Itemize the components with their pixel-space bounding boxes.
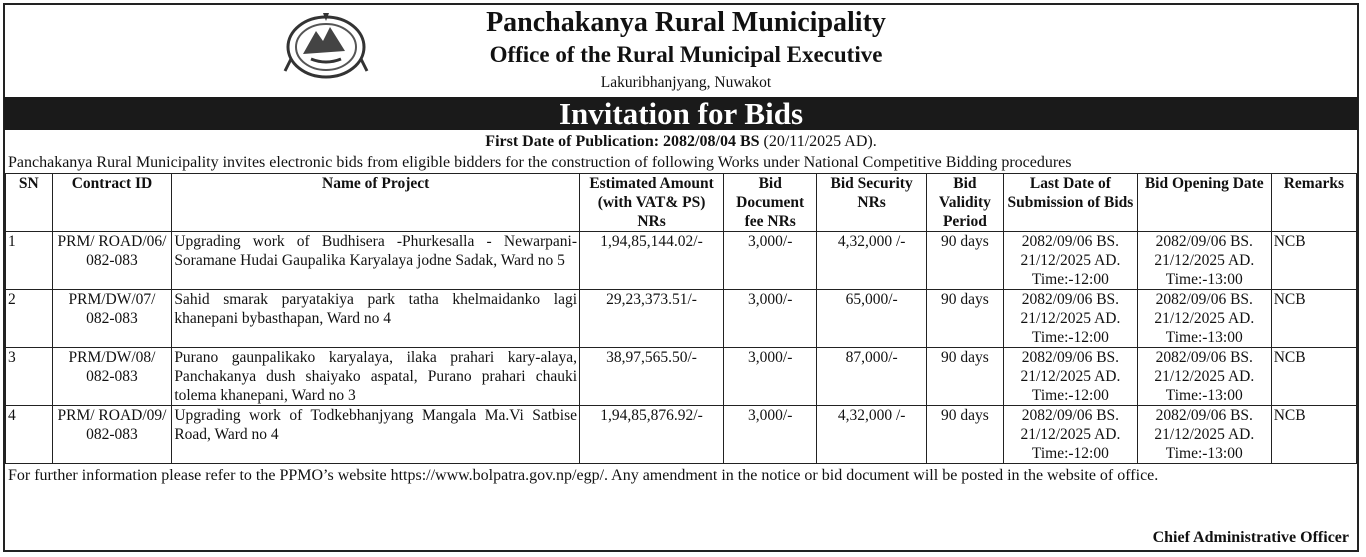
cell-contract-id: PRM/ ROAD/06/ 082-083 (52, 232, 172, 290)
cell-contract-id: PRM/ ROAD/09/ 082-083 (52, 406, 172, 464)
cell-amount: 29,23,373.51/- (580, 290, 724, 348)
col-header-amount: Estimated Amount (with VAT& PS) NRs (580, 174, 724, 232)
cell-security: 4,32,000 /- (817, 406, 927, 464)
cell-validity: 90 days (926, 232, 1003, 290)
table-row (6, 290, 1357, 348)
cell-contract-id: PRM/DW/08/ 082-083 (52, 348, 172, 406)
col-header-submission: Last Date of Submission of Bids (1003, 174, 1137, 232)
col-header-fee: Bid Document fee NRs (724, 174, 817, 232)
municipality-title: Panchakanya Rural Municipality (486, 7, 886, 38)
table-row (6, 406, 1357, 464)
col-header-contract-id: Contract ID (52, 174, 172, 232)
cell-remarks: NCB (1271, 290, 1356, 348)
cell-remarks: NCB (1271, 232, 1356, 290)
office-subtitle: Office of the Rural Municipal Executive (489, 42, 883, 67)
cell-security: 65,000/- (817, 290, 927, 348)
publication-ad: (20/11/2025 AD). (759, 133, 877, 150)
cell-amount: 1,94,85,876.92/- (580, 406, 724, 464)
office-address: Lakuribhanjyang, Nuwakot (600, 74, 772, 91)
col-header-project: Name of Project (172, 174, 580, 232)
cell-contract-id: PRM/DW/07/ 082-083 (52, 290, 172, 348)
table-row (6, 232, 1357, 290)
notice-header (5, 5, 1357, 97)
cell-validity: 90 days (926, 348, 1003, 406)
cell-amount: 38,97,565.50/- (580, 348, 724, 406)
cell-validity: 90 days (926, 290, 1003, 348)
publication-date (5, 133, 1357, 151)
col-header-security: Bid Security NRs (817, 174, 927, 232)
col-header-validity: Bid Validity Period (926, 174, 1003, 232)
publication-label: First Date of Publication: 2082/08/04 BS (485, 133, 760, 150)
cell-security: 87,000/- (817, 348, 927, 406)
cell-opening: 2082/09/06 BS. 21/12/2025 AD. Time:-13:00 (1137, 348, 1271, 406)
signature: Chief Administrative Officer (1152, 529, 1349, 546)
cell-project: Upgrading work of Todkebhanjyang Mangala Ma.Vi Satbise Road, Ward no 4 (172, 406, 580, 464)
cell-remarks: NCB (1271, 348, 1356, 406)
cell-security: 4,32,000 /- (817, 232, 927, 290)
cell-fee: 3,000/- (724, 348, 817, 406)
col-header-sn: SN (6, 174, 53, 232)
cell-fee: 3,000/- (724, 290, 817, 348)
cell-validity: 90 days (926, 406, 1003, 464)
cell-opening: 2082/09/06 BS. 21/12/2025 AD. Time:-13:00 (1137, 290, 1271, 348)
cell-amount: 1,94,85,144.02/- (580, 232, 724, 290)
cell-remarks: NCB (1271, 406, 1356, 464)
cell-project: Sahid smarak paryatakiya park tatha khelmaidanko lagi khanepani bybasthapan, Ward no 4 (172, 290, 580, 348)
cell-opening: 2082/09/06 BS. 21/12/2025 AD. Time:-13:00 (1137, 232, 1271, 290)
intro-text: Panchakanya Rural Municipality invites electronic bids from eligible bidders for the construction of following Works under National Competitive Bidding procedures (8, 154, 1072, 171)
cell-submission: 2082/09/06 BS. 21/12/2025 AD. Time:-12:00 (1003, 348, 1137, 406)
cell-fee: 3,000/- (724, 232, 817, 290)
cell-opening: 2082/09/06 BS. 21/12/2025 AD. Time:-13:00 (1137, 406, 1271, 464)
notice-frame (3, 3, 1359, 552)
col-header-opening: Bid Opening Date (1137, 174, 1271, 232)
cell-sn: 4 (6, 406, 53, 464)
footer-note: For further information please refer to the PPMO’s website https://www.bolpatra.gov.np/egp/. Any amendment in the notice or bid document will be posted in the website of office. (8, 467, 1159, 484)
cell-project: Purano gaunpalikako karyalaya, ilaka prahari kary-alaya, Panchakanya dush shaiyako aspatal, Purano prahari chauki tolema khanepani, Ward no 3 (172, 348, 580, 406)
cell-submission: 2082/09/06 BS. 21/12/2025 AD. Time:-12:00 (1003, 406, 1137, 464)
cell-sn: 3 (6, 348, 53, 406)
col-header-remarks: Remarks (1271, 174, 1356, 232)
cell-submission: 2082/09/06 BS. 21/12/2025 AD. Time:-12:00 (1003, 290, 1137, 348)
cell-sn: 2 (6, 290, 53, 348)
cell-project: Upgrading work of Budhisera -Phurkesalla - Newarpani-Soramane Hudai Gaupalika Karyalaya jodne Sadak, Ward no 5 (172, 232, 580, 290)
cell-fee: 3,000/- (724, 406, 817, 464)
bids-table (5, 173, 1357, 464)
notice-banner: Invitation for Bids (4, 97, 1358, 130)
cell-sn: 1 (6, 232, 53, 290)
cell-submission: 2082/09/06 BS. 21/12/2025 AD. Time:-12:00 (1003, 232, 1137, 290)
table-row (6, 348, 1357, 406)
table-header-row (6, 174, 1357, 232)
